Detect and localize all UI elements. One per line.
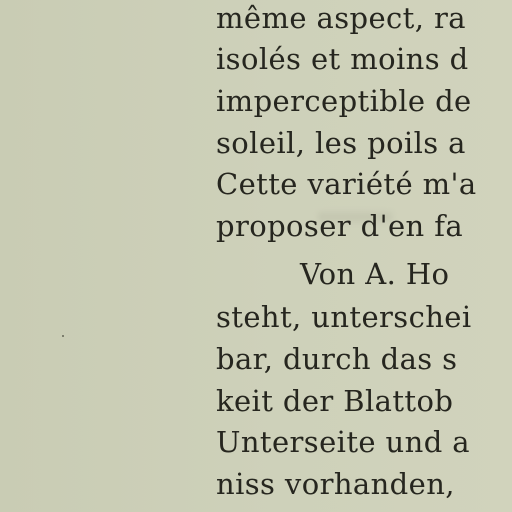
text-line-10: keit der Blattob <box>216 384 454 418</box>
paper-speck <box>62 335 64 337</box>
text-line-12: niss vorhanden, <box>216 467 455 501</box>
text-line-6: proposer d'en fa <box>216 209 464 243</box>
text-line-8: steht, unterschei <box>216 300 472 334</box>
text-line-9: bar, durch das s <box>216 342 458 376</box>
text-line-4: soleil, les poils a <box>216 126 466 160</box>
text-line-11: Unterseite und a <box>216 425 470 459</box>
text-line-3: imperceptible de <box>216 84 472 118</box>
paragraph-opening-line: Von A. Ho <box>300 257 450 291</box>
text-line-2: isolés et moins d <box>216 42 469 76</box>
text-line-5: Cette variété m'a <box>216 167 477 201</box>
text-line-1: même aspect, ra <box>216 1 466 35</box>
